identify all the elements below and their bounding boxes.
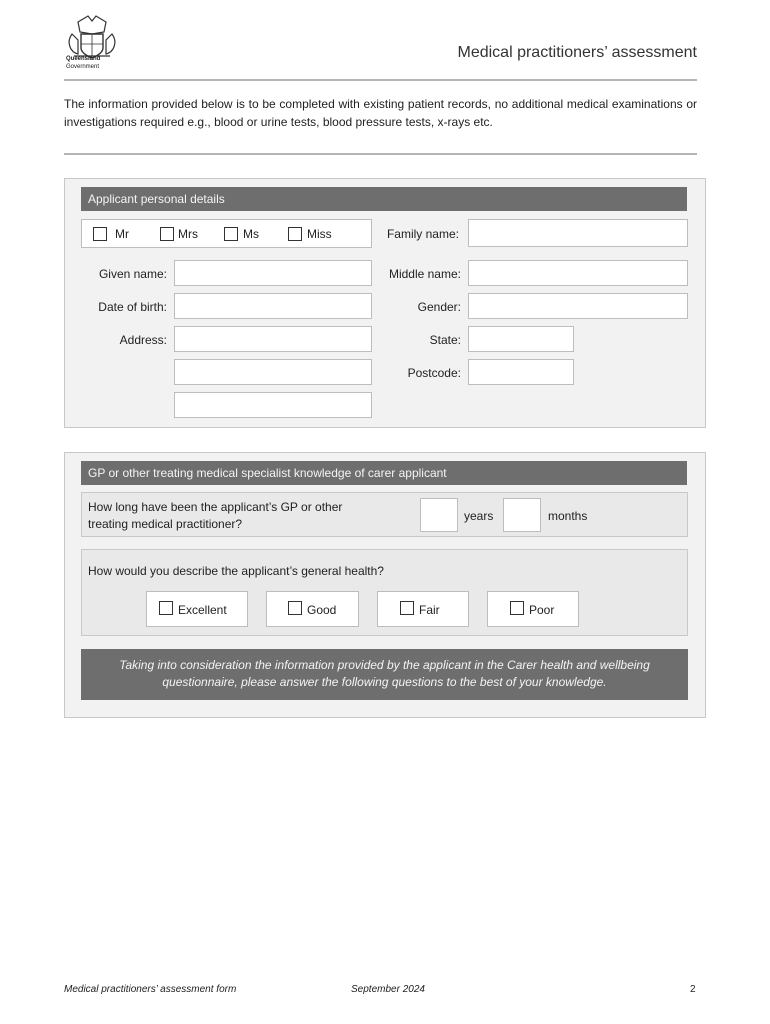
months-field[interactable] — [503, 498, 541, 532]
state-label: State: — [429, 333, 461, 347]
gender-label: Gender: — [417, 300, 461, 314]
state-field[interactable] — [468, 326, 574, 352]
given-name-label: Given name: — [98, 267, 167, 281]
page-title: Medical practitioners’ assessment — [457, 44, 697, 61]
address-line-3-field[interactable] — [174, 392, 372, 418]
postcode-label: Postcode: — [407, 366, 461, 380]
instruction-note-line2: questionnaire, please answer the following questions to the best of your knowledge. — [162, 675, 607, 689]
months-label: months — [548, 509, 588, 523]
health-excellent-checkbox[interactable] — [159, 601, 173, 615]
title-mrs-checkbox[interactable] — [160, 227, 174, 241]
family-name-label: Family name: — [386, 227, 459, 241]
footer-form-name: Medical practitioners’ assessment form — [64, 984, 237, 995]
queensland-government-logo — [64, 12, 120, 74]
health-good-checkbox[interactable] — [288, 601, 302, 615]
title-miss-label: Miss — [307, 227, 332, 241]
title-mr-checkbox[interactable] — [93, 227, 107, 241]
title-miss-checkbox[interactable] — [288, 227, 302, 241]
health-poor-checkbox[interactable] — [510, 601, 524, 615]
years-label: years — [464, 509, 494, 523]
given-name-field[interactable] — [174, 260, 372, 286]
middle-name-label: Middle name: — [388, 267, 461, 281]
title-mr-label: Mr — [115, 227, 129, 241]
personal-details-heading: Applicant personal details — [81, 187, 687, 211]
date-of-birth-field[interactable] — [174, 293, 372, 319]
health-fair-checkbox[interactable] — [400, 601, 414, 615]
years-field[interactable] — [420, 498, 458, 532]
title-ms-label: Ms — [243, 227, 259, 241]
date-of-birth-label: Date of birth: — [98, 300, 167, 314]
intro-text: The information provided below is to be completed with existing patient records, no additional medical examinations or investigations required e.g., blood or urine tests, blood pressure tests, x-rays etc. — [64, 97, 697, 129]
logo-text-1: Queensland — [66, 56, 101, 62]
title-divider — [64, 79, 697, 81]
logo-text-2: Government — [66, 64, 100, 70]
middle-name-field[interactable] — [468, 260, 688, 286]
health-poor-label: Poor — [529, 603, 555, 617]
intro-divider — [64, 153, 697, 155]
postcode-field[interactable] — [468, 359, 574, 385]
address-label: Address: — [119, 333, 167, 347]
health-fair-label: Fair — [419, 603, 440, 617]
gp-knowledge-heading: GP or other treating medical specialist knowledge of carer applicant — [81, 461, 687, 485]
title-mrs-label: Mrs — [178, 227, 198, 241]
page-number: 2 — [690, 984, 696, 995]
family-name-field[interactable] — [468, 219, 688, 247]
health-good-label: Good — [307, 603, 337, 617]
health-excellent-label: Excellent — [178, 603, 227, 617]
gp-duration-question-line2: treating medical practitioner? — [88, 517, 243, 531]
address-line-1-field[interactable] — [174, 326, 372, 352]
instruction-note-line1: Taking into consideration the information provided by the applicant in the Carer health and wellbeing — [119, 658, 650, 672]
footer-date: September 2024 — [351, 984, 425, 995]
gender-field[interactable] — [468, 293, 688, 319]
title-ms-checkbox[interactable] — [224, 227, 238, 241]
general-health-question: How would you describe the applicant’s general health? — [88, 564, 384, 578]
gp-duration-question-line1: How long have been the applicant’s GP or other — [88, 500, 343, 514]
instruction-note — [81, 649, 688, 700]
address-line-2-field[interactable] — [174, 359, 372, 385]
